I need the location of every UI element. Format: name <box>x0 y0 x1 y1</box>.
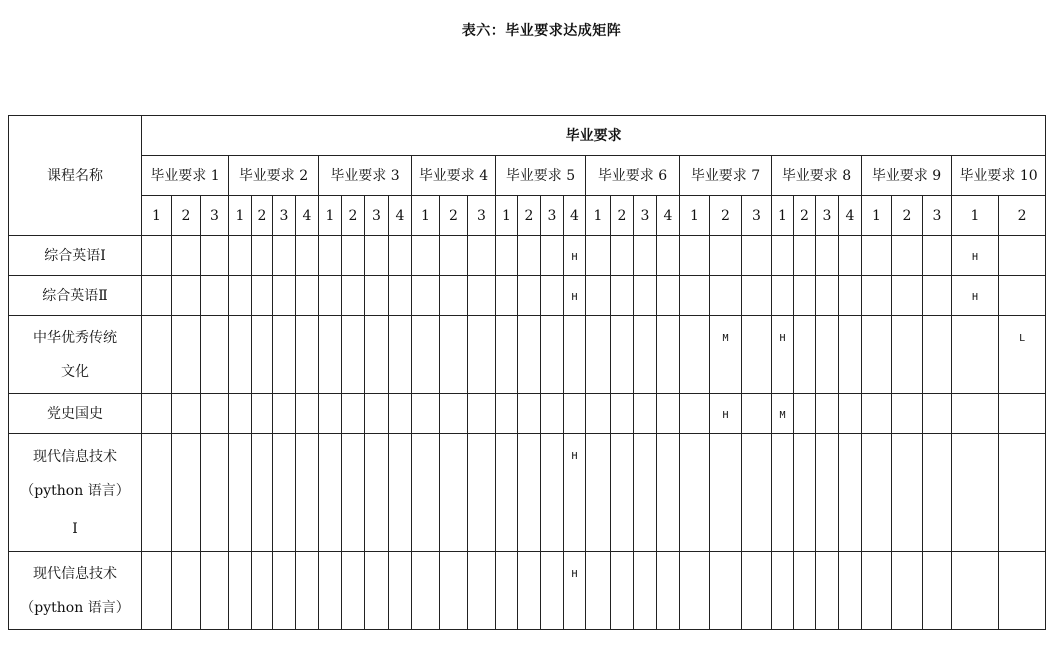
table-row <box>9 236 1046 276</box>
matrix-cell <box>518 276 541 316</box>
matrix-cell <box>839 276 862 316</box>
matrix-cell <box>541 276 564 316</box>
matrix-cell <box>389 552 412 630</box>
matrix-cell <box>816 434 839 552</box>
matrix-cell <box>952 434 999 552</box>
requirement-header: 毕业要求 7 <box>680 156 772 196</box>
support-level-mark: H <box>571 569 578 580</box>
matrix-cell <box>816 552 839 630</box>
course-name-header: 课程名称 <box>9 116 142 236</box>
matrix-cell <box>389 316 412 394</box>
support-level-mark: M <box>722 333 729 344</box>
matrix-cell <box>172 552 201 630</box>
matrix-cell <box>342 552 365 630</box>
matrix-cell <box>710 552 742 630</box>
matrix-cell <box>680 236 710 276</box>
matrix-cell <box>611 552 634 630</box>
matrix-cell <box>252 434 273 552</box>
matrix-cell <box>252 236 273 276</box>
matrix-cell <box>794 552 816 630</box>
course-name-line: 综合英语Ⅱ <box>42 287 108 304</box>
matrix-cell <box>999 434 1046 552</box>
matrix-cell <box>680 276 710 316</box>
course-name-line: 中华优秀传统 <box>33 329 117 346</box>
matrix-cell <box>273 394 296 434</box>
sub-requirement-index: 2 <box>518 196 541 236</box>
matrix-cell <box>201 394 229 434</box>
sub-requirement-index: 1 <box>680 196 710 236</box>
course-name-line: （python 语言） <box>20 482 130 499</box>
matrix-cell <box>142 276 172 316</box>
matrix-cell <box>541 394 564 434</box>
requirement-header: 毕业要求 9 <box>862 156 952 196</box>
matrix-cell <box>564 236 586 276</box>
matrix-cell <box>742 276 772 316</box>
matrix-cell <box>564 276 586 316</box>
matrix-cell <box>518 236 541 276</box>
matrix-cell <box>923 316 952 394</box>
sub-requirement-index: 1 <box>862 196 892 236</box>
matrix-cell <box>518 552 541 630</box>
matrix-cell <box>999 552 1046 630</box>
matrix-cell <box>201 552 229 630</box>
matrix-cell <box>657 434 680 552</box>
requirement-header: 毕业要求 2 <box>229 156 319 196</box>
support-level-mark: H <box>722 409 729 421</box>
matrix-cell <box>794 276 816 316</box>
matrix-cell <box>794 236 816 276</box>
matrix-cell <box>296 316 319 394</box>
matrix-cell <box>496 394 518 434</box>
matrix-cell <box>839 316 862 394</box>
matrix-cell <box>892 316 923 394</box>
matrix-cell <box>710 276 742 316</box>
matrix-cell <box>710 394 742 434</box>
matrix-cell <box>541 236 564 276</box>
matrix-cell <box>201 236 229 276</box>
matrix-cell <box>319 434 342 552</box>
sub-requirement-index: 4 <box>296 196 319 236</box>
matrix-cell <box>273 434 296 552</box>
sub-requirement-index: 1 <box>496 196 518 236</box>
sub-requirement-index: 1 <box>772 196 794 236</box>
matrix-cell <box>586 394 611 434</box>
matrix-cell <box>680 434 710 552</box>
matrix-cell <box>518 316 541 394</box>
matrix-cell <box>923 394 952 434</box>
matrix-cell <box>999 316 1046 394</box>
matrix-cell <box>229 552 252 630</box>
matrix-cell <box>412 394 440 434</box>
matrix-cell <box>296 276 319 316</box>
course-name-line: （python 语言） <box>20 599 130 616</box>
matrix-cell <box>657 552 680 630</box>
matrix-cell <box>172 316 201 394</box>
matrix-cell <box>365 552 389 630</box>
matrix-cell <box>201 276 229 316</box>
matrix-cell <box>412 434 440 552</box>
matrix-cell <box>142 236 172 276</box>
support-level-mark: H <box>971 291 979 303</box>
sub-requirement-index: 2 <box>892 196 923 236</box>
support-level-mark: H <box>571 451 578 462</box>
matrix-cell <box>440 276 468 316</box>
sub-requirement-index: 1 <box>412 196 440 236</box>
matrix-cell <box>923 236 952 276</box>
matrix-cell <box>389 236 412 276</box>
matrix-cell <box>772 552 794 630</box>
matrix-cell <box>952 552 999 630</box>
course-name-line: 现代信息技术 <box>33 448 117 465</box>
requirement-header: 毕业要求 6 <box>586 156 680 196</box>
matrix-cell <box>634 434 657 552</box>
matrix-cell <box>634 316 657 394</box>
matrix-cell <box>440 394 468 434</box>
matrix-cell <box>923 276 952 316</box>
matrix-cell <box>172 276 201 316</box>
matrix-cell <box>839 236 862 276</box>
matrix-cell <box>496 552 518 630</box>
matrix-cell <box>252 316 273 394</box>
support-level-mark: H <box>971 251 979 263</box>
matrix-cell <box>412 276 440 316</box>
matrix-cell <box>816 236 839 276</box>
matrix-cell <box>440 434 468 552</box>
requirement-header: 毕业要求 1 <box>142 156 229 196</box>
matrix-cell <box>772 394 794 434</box>
matrix-cell <box>952 236 999 276</box>
matrix-cell <box>862 316 892 394</box>
matrix-cell <box>657 276 680 316</box>
matrix-cell <box>923 552 952 630</box>
matrix-cell <box>365 434 389 552</box>
matrix-cell <box>296 552 319 630</box>
course-name-line: 现代信息技术 <box>33 565 117 582</box>
matrix-cell <box>468 434 496 552</box>
matrix-cell <box>586 236 611 276</box>
matrix-cell <box>710 236 742 276</box>
matrix-cell <box>611 434 634 552</box>
sub-requirement-index: 1 <box>586 196 611 236</box>
page-title: 表六：毕业要求达成矩阵 <box>461 23 622 39</box>
table-row <box>9 394 1046 434</box>
matrix-cell <box>273 316 296 394</box>
matrix-cell <box>742 316 772 394</box>
course-name <box>9 434 142 552</box>
matrix-cell <box>541 434 564 552</box>
matrix-cell <box>816 276 839 316</box>
matrix-cell <box>816 394 839 434</box>
matrix-cell <box>229 236 252 276</box>
matrix-cell <box>772 316 794 394</box>
matrix-cell <box>680 316 710 394</box>
matrix-cell <box>952 276 999 316</box>
matrix-cell <box>229 316 252 394</box>
matrix-cell <box>172 236 201 276</box>
matrix-cell <box>680 552 710 630</box>
matrix-cell <box>342 434 365 552</box>
course-name-line: Ⅰ <box>72 520 78 537</box>
sub-requirement-index: 4 <box>389 196 412 236</box>
matrix-cell <box>862 276 892 316</box>
matrix-cell <box>389 394 412 434</box>
matrix-cell <box>496 434 518 552</box>
table-row <box>9 316 1046 394</box>
matrix-cell <box>252 552 273 630</box>
requirement-header: 毕业要求 4 <box>412 156 496 196</box>
sub-requirement-index: 3 <box>541 196 564 236</box>
matrix-cell <box>468 276 496 316</box>
matrix-cell <box>319 276 342 316</box>
matrix-cell <box>952 316 999 394</box>
matrix-cell <box>229 276 252 316</box>
matrix-cell <box>201 316 229 394</box>
matrix-cell <box>742 434 772 552</box>
graduation-requirement-matrix <box>8 115 1046 630</box>
matrix-cell <box>892 552 923 630</box>
matrix-cell <box>496 316 518 394</box>
matrix-cell <box>142 552 172 630</box>
matrix-cell <box>892 394 923 434</box>
matrix-cell <box>342 236 365 276</box>
matrix-cell <box>518 394 541 434</box>
matrix-cell <box>862 552 892 630</box>
matrix-cell <box>412 236 440 276</box>
sub-requirement-index: 2 <box>794 196 816 236</box>
table-row <box>9 276 1046 316</box>
matrix-cell <box>794 394 816 434</box>
matrix-cell <box>541 316 564 394</box>
matrix-cell <box>710 316 742 394</box>
sub-requirement-index: 4 <box>839 196 862 236</box>
matrix-cell <box>319 552 342 630</box>
matrix-cell <box>365 236 389 276</box>
matrix-cell <box>586 434 611 552</box>
matrix-cell <box>389 434 412 552</box>
sub-requirement-index: 2 <box>172 196 201 236</box>
matrix-cell <box>440 236 468 276</box>
matrix-cell <box>657 316 680 394</box>
matrix-cell <box>296 394 319 434</box>
matrix-cell <box>611 394 634 434</box>
matrix-cell <box>172 394 201 434</box>
matrix-cell <box>229 434 252 552</box>
sub-requirement-index: 2 <box>611 196 634 236</box>
support-level-mark: H <box>571 251 578 263</box>
matrix-cell <box>468 316 496 394</box>
matrix-cell <box>252 276 273 316</box>
matrix-cell <box>742 236 772 276</box>
matrix-cell <box>892 276 923 316</box>
matrix-cell <box>794 316 816 394</box>
matrix-cell <box>518 434 541 552</box>
matrix-cell <box>772 236 794 276</box>
course-name <box>9 394 142 434</box>
matrix-cell <box>839 434 862 552</box>
matrix-cell <box>412 552 440 630</box>
sub-requirement-index: 3 <box>634 196 657 236</box>
matrix-cell <box>412 316 440 394</box>
matrix-cell <box>634 394 657 434</box>
matrix-cell <box>862 236 892 276</box>
matrix-cell <box>273 236 296 276</box>
matrix-cell <box>839 552 862 630</box>
matrix-cell <box>342 276 365 316</box>
matrix-cell <box>142 316 172 394</box>
matrix-cell <box>142 434 172 552</box>
matrix-cell <box>296 236 319 276</box>
sub-requirement-index: 4 <box>657 196 680 236</box>
sub-requirement-index: 3 <box>816 196 839 236</box>
matrix-cell <box>440 316 468 394</box>
matrix-cell <box>586 276 611 316</box>
matrix-cell <box>273 276 296 316</box>
matrix-cell <box>564 434 586 552</box>
matrix-cell <box>923 434 952 552</box>
matrix-cell <box>564 394 586 434</box>
requirement-header: 毕业要求 10 <box>952 156 1046 196</box>
matrix-cell <box>296 434 319 552</box>
matrix-cell <box>541 552 564 630</box>
matrix-cell <box>634 276 657 316</box>
table-row <box>9 552 1046 630</box>
matrix-cell <box>440 552 468 630</box>
matrix-cell <box>634 236 657 276</box>
sub-requirement-index: 2 <box>252 196 273 236</box>
table-row <box>9 434 1046 552</box>
sub-requirement-index: 2 <box>999 196 1046 236</box>
matrix-cell <box>319 236 342 276</box>
course-name-line: 文化 <box>61 363 89 380</box>
matrix-cell <box>389 276 412 316</box>
matrix-cell <box>496 236 518 276</box>
course-name <box>9 276 142 316</box>
matrix-cell <box>142 394 172 434</box>
course-name-line: 综合英语Ⅰ <box>44 247 106 264</box>
matrix-cell <box>586 316 611 394</box>
matrix-cell <box>999 276 1046 316</box>
requirement-header: 毕业要求 8 <box>772 156 862 196</box>
matrix-cell <box>252 394 273 434</box>
requirement-header: 毕业要求 3 <box>319 156 412 196</box>
matrix-cell <box>342 394 365 434</box>
sub-requirement-index: 3 <box>923 196 952 236</box>
matrix-cell <box>319 394 342 434</box>
matrix-cell <box>365 316 389 394</box>
matrix-cell <box>365 276 389 316</box>
sub-requirement-index: 3 <box>468 196 496 236</box>
support-level-mark: H <box>571 291 578 303</box>
sub-requirement-index: 3 <box>365 196 389 236</box>
matrix-cell <box>657 394 680 434</box>
matrix-cell <box>772 434 794 552</box>
sub-requirement-index: 3 <box>273 196 296 236</box>
matrix-cell <box>816 316 839 394</box>
matrix-cell <box>319 316 342 394</box>
sub-requirement-index: 2 <box>710 196 742 236</box>
course-name <box>9 236 142 276</box>
sub-requirement-index: 1 <box>229 196 252 236</box>
matrix-cell <box>657 236 680 276</box>
sub-requirement-index: 1 <box>319 196 342 236</box>
support-level-mark: H <box>779 333 786 344</box>
sub-requirement-index: 3 <box>201 196 229 236</box>
sub-requirement-index: 2 <box>342 196 365 236</box>
sub-requirement-index: 1 <box>952 196 999 236</box>
matrix-cell <box>892 236 923 276</box>
requirement-header: 毕业要求 5 <box>496 156 586 196</box>
matrix-cell <box>710 434 742 552</box>
matrix-cell <box>496 276 518 316</box>
course-name <box>9 316 142 394</box>
matrix-cell <box>611 236 634 276</box>
matrix-cell <box>892 434 923 552</box>
matrix-cell <box>586 552 611 630</box>
matrix-cell <box>839 394 862 434</box>
matrix-cell <box>273 552 296 630</box>
sub-requirement-index: 2 <box>440 196 468 236</box>
sub-requirement-index: 4 <box>564 196 586 236</box>
matrix-cell <box>772 276 794 316</box>
matrix-cell <box>229 394 252 434</box>
matrix-cell <box>862 434 892 552</box>
matrix-cell <box>952 394 999 434</box>
matrix-cell <box>999 394 1046 434</box>
course-name-line: 党史国史 <box>47 405 103 422</box>
sub-requirement-index: 1 <box>142 196 172 236</box>
requirements-group-header: 毕业要求 <box>142 116 1046 156</box>
matrix-cell <box>611 316 634 394</box>
matrix-cell <box>634 552 657 630</box>
matrix-cell <box>342 316 365 394</box>
matrix-cell <box>468 552 496 630</box>
matrix-cell <box>564 316 586 394</box>
sub-requirement-index: 3 <box>742 196 772 236</box>
matrix-cell <box>468 394 496 434</box>
matrix-cell <box>680 394 710 434</box>
matrix-cell <box>201 434 229 552</box>
matrix-cell <box>742 394 772 434</box>
matrix-cell <box>365 394 389 434</box>
support-level-mark: L <box>1019 333 1026 344</box>
matrix-cell <box>794 434 816 552</box>
matrix-cell <box>999 236 1046 276</box>
course-name <box>9 552 142 630</box>
matrix-cell <box>172 434 201 552</box>
matrix-cell <box>468 236 496 276</box>
matrix-cell <box>862 394 892 434</box>
matrix-cell <box>611 276 634 316</box>
matrix-cell <box>742 552 772 630</box>
support-level-mark: M <box>779 409 786 421</box>
matrix-cell <box>564 552 586 630</box>
